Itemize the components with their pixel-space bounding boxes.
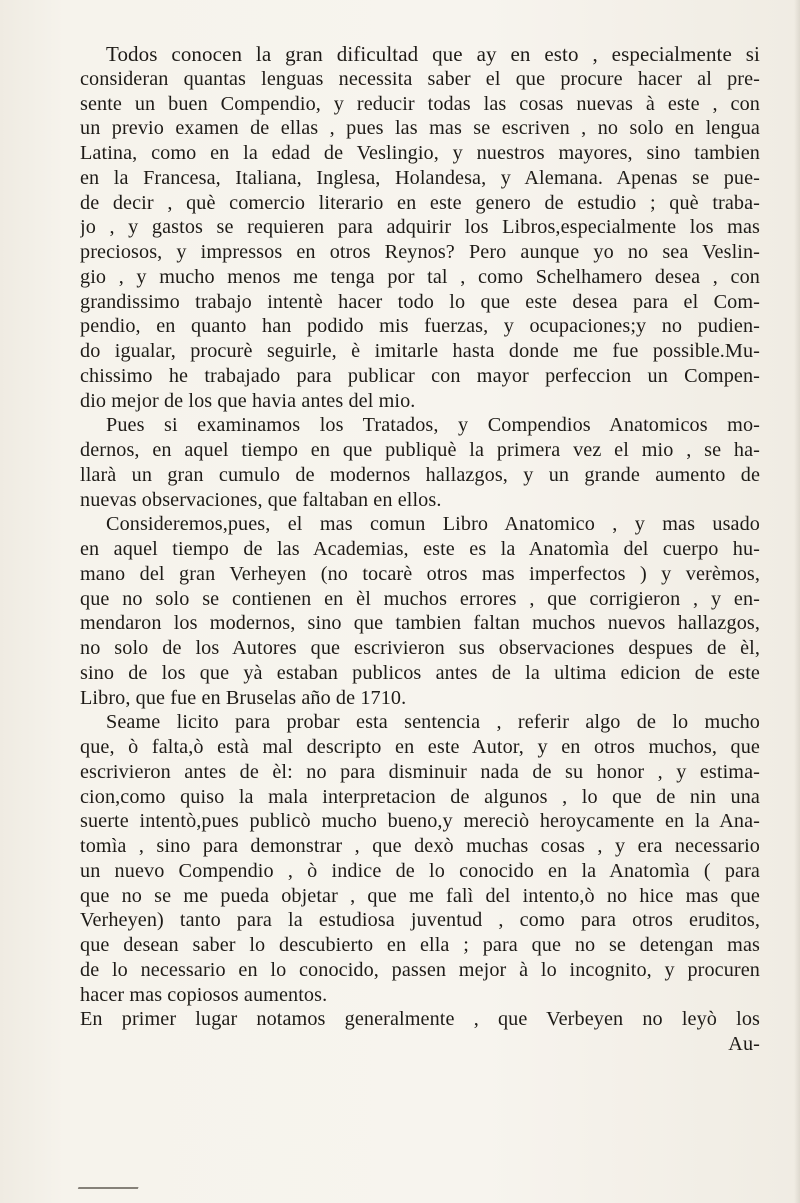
- text-line: de decir , què comercio literario en este genero de estudio ; què traba-: [80, 191, 760, 214]
- text-line: sino de los que yà estaban publicos antes de la ultima edicion de este: [80, 661, 760, 684]
- body-text: [80, 42, 760, 1057]
- text-line: no solo de los Autores que escrivieron sus observaciones despues de èl,: [80, 637, 760, 659]
- text-line: mano del gran Verheyen (no tocarè otros mas imperfectos ) y verèmos,: [80, 562, 760, 585]
- text-line: nuevas observaciones, que faltaban en ellos.: [80, 488, 442, 511]
- text-line: consideran quantas lenguas necessita saber el que procure hacer al pre-: [80, 67, 760, 90]
- catchword: Au-: [728, 1033, 760, 1055]
- text-line: Consideremos,pues, el mas comun Libro Anatomico , y mas usado: [106, 513, 760, 536]
- text-line: de lo necessario en lo conocido, passen mejor à lo incognito, y procuren: [80, 958, 760, 981]
- text-line: Pues si examinamos los Tratados, y Compendios Anatomicos mo-: [106, 414, 760, 437]
- text-line: sente un buen Compendio, y reducir todas las cosas nuevas à este , con: [80, 92, 760, 115]
- text-line: escrivieron antes de èl: no para disminuir nada de su honor , y estima-: [80, 760, 760, 783]
- text-line: Seame licito para probar esta sentencia , referir algo de lo mucho: [106, 711, 760, 734]
- text-line: pendio, en quanto han podido mis fuerzas, y ocupaciones;y no pudien-: [80, 315, 760, 338]
- page-edge-shadow: [794, 0, 800, 1203]
- text-line: mendaron los modernos, sino que tambien faltan muchos nuevos hallazgos,: [80, 612, 760, 635]
- text-line: Libro, que fue en Bruselas año de 1710.: [80, 686, 407, 709]
- text-line: hacer mas copiosos aumentos.: [80, 983, 328, 1006]
- text-line: suerte intentò,pues publicò mucho bueno,y mereciò heroycamente en la Ana-: [80, 810, 760, 833]
- text-line: que no solo se contienen en èl muchos errores , que corrigieron , y en-: [80, 587, 760, 610]
- text-line: jo , y gastos se requieren para adquirir los Libros,especialmente los mas: [80, 216, 760, 239]
- ink-flourish: [78, 1177, 142, 1189]
- text-line: Verheyen) tanto para la estudiosa juventud , como para otros eruditos,: [80, 909, 760, 932]
- text-line: un nuevo Compendio , ò indice de lo conocido en la Anatomìa ( para: [80, 859, 760, 882]
- text-line: que no se me pueda objetar , que me falì del intento,ò no hice mas que: [80, 884, 760, 907]
- text-line: que desean saber lo descubierto en ella ; para que no se detengan mas: [80, 934, 760, 956]
- text-line: llarà un gran cumulo de modernos hallazgos, y un grande aumento de: [80, 463, 760, 486]
- text-line: Todos conocen la gran dificultad que ay en esto , especialmente si: [106, 42, 760, 66]
- text-line: dernos, en aquel tiempo en que publiquè la primera vez el mio , se ha-: [80, 439, 760, 461]
- text-line: en aquel tiempo de las Academias, este es la Anatomìa del cuerpo hu-: [80, 538, 760, 560]
- text-line: Latina, como en la edad de Veslingio, y nuestros mayores, sino tambien: [80, 142, 760, 164]
- text-line: cion,como quiso la mala interpretacion de algunos , lo que de nin una: [80, 785, 760, 808]
- text-line: En primer lugar notamos generalmente , que Verbeyen no leyò los: [80, 1008, 760, 1031]
- text-line: un previo examen de ellas , pues las mas se escriven , no solo en lengua: [80, 117, 760, 140]
- text-line: dio mejor de los que havia antes del mio.: [80, 389, 416, 412]
- text-line: grandissimo trabajo intentè hacer todo lo que este desea para el Com-: [80, 290, 760, 313]
- text-line: do igualar, procurè seguirle, è imitarle hasta donde me fue possible.Mu-: [80, 340, 760, 362]
- text-line: en la Francesa, Italiana, Inglesa, Holandesa, y Alemana. Apenas se pue-: [80, 166, 760, 189]
- text-line: chissimo he trabajado para publicar con mayor perfeccion un Compen-: [80, 364, 760, 387]
- text-line: gio , y mucho menos me tenga por tal , como Schelhamero desea , con: [80, 265, 760, 288]
- text-line: que, ò falta,ò està mal descripto en este Autor, y en otros muchos, que: [80, 736, 760, 758]
- text-line: tomìa , sino para demonstrar , que dexò muchas cosas , y era necessario: [80, 835, 760, 857]
- text-line: preciosos, y impressos en otros Reynos? Pero aunque yo no sea Veslin-: [80, 241, 760, 263]
